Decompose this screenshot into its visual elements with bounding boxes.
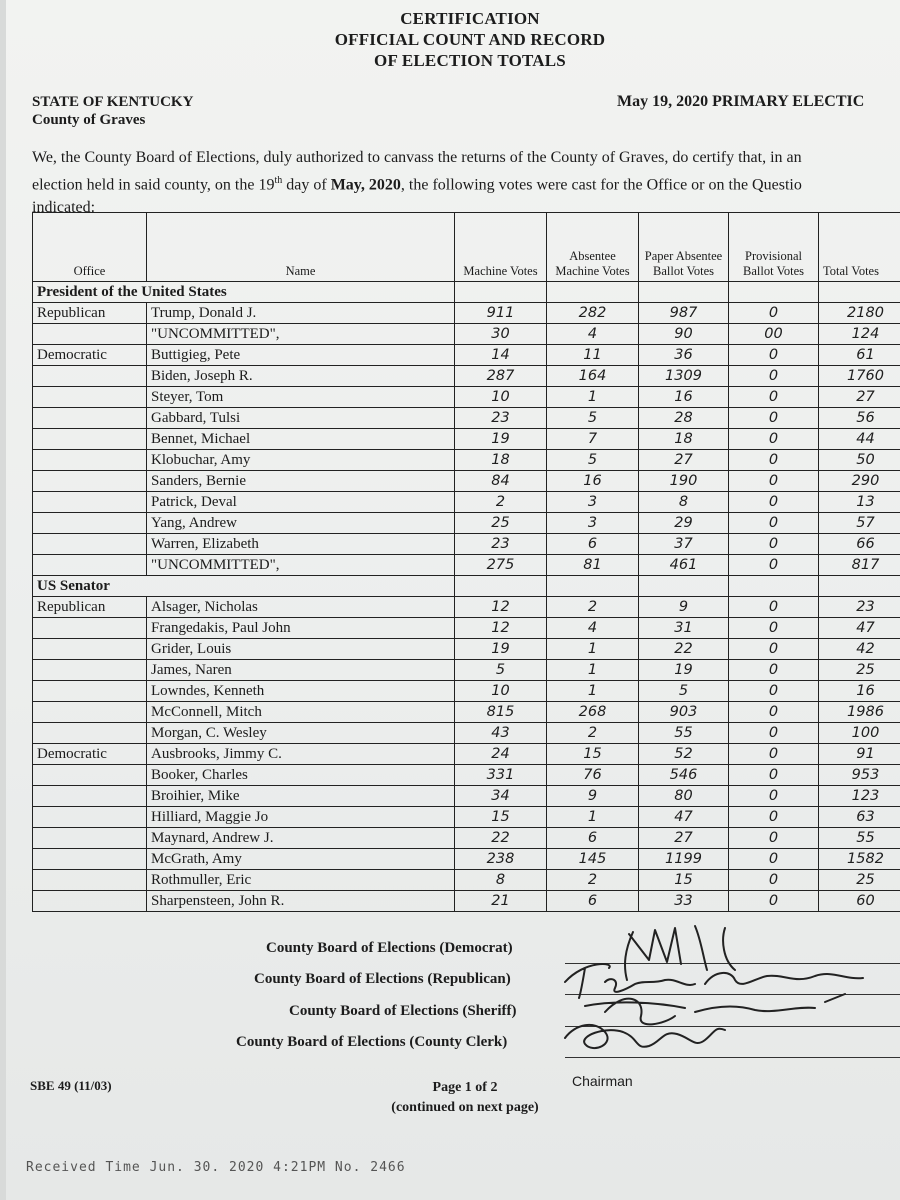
party-cell (33, 555, 147, 576)
table-row (33, 534, 900, 555)
provisional-votes-cell: 0 (729, 828, 819, 849)
page-indicator (0, 1078, 900, 1118)
certify-text: day of (282, 176, 331, 194)
certify-text: election held in said county, on the 19 (32, 176, 275, 194)
machine-votes-cell: 14 (455, 345, 547, 366)
paper-absentee-votes-cell: 29 (639, 513, 729, 534)
absentee-machine-votes-cell: 1 (547, 660, 639, 681)
total-votes-cell: 100 (819, 723, 900, 744)
candidate-name-cell: Klobuchar, Amy (147, 450, 455, 471)
candidate-name-cell: Maynard, Andrew J. (147, 828, 455, 849)
signature-label-sheriff: County Board of Elections (Sheriff) (289, 1003, 517, 1019)
total-votes-cell: 47 (819, 618, 900, 639)
candidate-name-cell: Hilliard, Maggie Jo (147, 807, 455, 828)
table-row (33, 450, 900, 471)
handwritten-signatures (545, 920, 885, 1070)
machine-votes-cell: 12 (455, 597, 547, 618)
paper-absentee-votes-cell: 546 (639, 765, 729, 786)
absentee-machine-votes-cell: 6 (547, 828, 639, 849)
machine-votes-cell: 43 (455, 723, 547, 744)
jurisdiction (32, 93, 193, 129)
party-cell (33, 849, 147, 870)
machine-votes-cell: 19 (455, 429, 547, 450)
paper-absentee-votes-cell: 5 (639, 681, 729, 702)
absentee-machine-votes-cell: 5 (547, 450, 639, 471)
absentee-machine-votes-cell: 11 (547, 345, 639, 366)
machine-votes-cell: 15 (455, 807, 547, 828)
paper-absentee-votes-cell: 15 (639, 870, 729, 891)
party-cell (33, 324, 147, 345)
candidate-name-cell: McGrath, Amy (147, 849, 455, 870)
party-cell (33, 471, 147, 492)
section-empty-cell (455, 282, 547, 303)
party-cell (33, 681, 147, 702)
table-header-row (33, 213, 900, 282)
certify-ordinal: th (274, 175, 283, 186)
party-cell (33, 702, 147, 723)
table-row (33, 870, 900, 891)
machine-votes-cell: 22 (455, 828, 547, 849)
table-row (33, 471, 900, 492)
table-row (33, 723, 900, 744)
provisional-votes-cell: 0 (729, 513, 819, 534)
total-votes-cell: 66 (819, 534, 900, 555)
table-row (33, 807, 900, 828)
section-empty-cell (729, 282, 819, 303)
total-votes-cell: 56 (819, 408, 900, 429)
total-votes-cell: 1582 (819, 849, 900, 870)
absentee-machine-votes-cell: 2 (547, 723, 639, 744)
paper-absentee-votes-cell: 9 (639, 597, 729, 618)
total-votes-cell: 953 (819, 765, 900, 786)
party-cell (33, 807, 147, 828)
section-header-row (33, 282, 900, 303)
candidate-name-cell: Steyer, Tom (147, 387, 455, 408)
paper-absentee-votes-cell: 36 (639, 345, 729, 366)
section-header-row (33, 576, 900, 597)
candidate-name-cell: Biden, Joseph R. (147, 366, 455, 387)
total-votes-cell: 44 (819, 429, 900, 450)
fax-received-stamp: Received Time Jun. 30. 2020 4:21PM No. 2466 (26, 1160, 406, 1175)
section-empty-cell (819, 282, 900, 303)
county-name: County of Graves (32, 112, 146, 128)
table-row (33, 513, 900, 534)
total-votes-cell: 60 (819, 891, 900, 912)
page-number: Page 1 of 2 (432, 1080, 498, 1095)
table-row (33, 891, 900, 912)
total-votes-cell: 1986 (819, 702, 900, 723)
total-votes-cell: 42 (819, 639, 900, 660)
section-empty-cell (819, 576, 900, 597)
candidate-name-cell: Yang, Andrew (147, 513, 455, 534)
total-votes-cell: 57 (819, 513, 900, 534)
machine-votes-cell: 815 (455, 702, 547, 723)
col-machine: Machine Votes (455, 213, 547, 282)
provisional-votes-cell: 0 (729, 492, 819, 513)
party-cell: Democratic (33, 345, 147, 366)
provisional-votes-cell: 0 (729, 408, 819, 429)
provisional-votes-cell: 00 (729, 324, 819, 345)
total-votes-cell: 23 (819, 597, 900, 618)
section-title: US Senator (33, 576, 455, 597)
absentee-machine-votes-cell: 6 (547, 534, 639, 555)
machine-votes-cell: 5 (455, 660, 547, 681)
machine-votes-cell: 287 (455, 366, 547, 387)
absentee-machine-votes-cell: 2 (547, 597, 639, 618)
title-line-3: OF ELECTION TOTALS (374, 51, 566, 70)
election-name: May 19, 2020 PRIMARY ELECTIC (617, 93, 865, 110)
machine-votes-cell: 2 (455, 492, 547, 513)
absentee-machine-votes-cell: 4 (547, 324, 639, 345)
col-paper-absentee: Paper Absentee Ballot Votes (639, 213, 729, 282)
table-row (33, 639, 900, 660)
provisional-votes-cell: 0 (729, 387, 819, 408)
party-cell (33, 870, 147, 891)
section-title: President of the United States (33, 282, 455, 303)
provisional-votes-cell: 0 (729, 534, 819, 555)
provisional-votes-cell: 0 (729, 849, 819, 870)
absentee-machine-votes-cell: 282 (547, 303, 639, 324)
total-votes-cell: 91 (819, 744, 900, 765)
certify-line-1: We, the County Board of Elections, duly authorized to canvass the returns of the County of Graves, do certify that, in an (32, 149, 802, 166)
col-total: Total Votes (819, 213, 900, 282)
candidate-name-cell: Trump, Donald J. (147, 303, 455, 324)
table-row (33, 387, 900, 408)
paper-absentee-votes-cell: 31 (639, 618, 729, 639)
chairman-label: Chairman (572, 1073, 633, 1089)
party-cell: Republican (33, 303, 147, 324)
total-votes-cell: 50 (819, 450, 900, 471)
provisional-votes-cell: 0 (729, 681, 819, 702)
paper-absentee-votes-cell: 903 (639, 702, 729, 723)
vote-table-body (33, 282, 900, 912)
machine-votes-cell: 24 (455, 744, 547, 765)
table-row (33, 618, 900, 639)
absentee-machine-votes-cell: 7 (547, 429, 639, 450)
absentee-machine-votes-cell: 81 (547, 555, 639, 576)
absentee-machine-votes-cell: 1 (547, 387, 639, 408)
absentee-machine-votes-cell: 3 (547, 492, 639, 513)
machine-votes-cell: 331 (455, 765, 547, 786)
section-empty-cell (639, 576, 729, 597)
total-votes-cell: 63 (819, 807, 900, 828)
candidate-name-cell: McConnell, Mitch (147, 702, 455, 723)
absentee-machine-votes-cell: 3 (547, 513, 639, 534)
candidate-name-cell: James, Naren (147, 660, 455, 681)
paper-absentee-votes-cell: 19 (639, 660, 729, 681)
provisional-votes-cell: 0 (729, 597, 819, 618)
machine-votes-cell: 12 (455, 618, 547, 639)
absentee-machine-votes-cell: 164 (547, 366, 639, 387)
absentee-machine-votes-cell: 9 (547, 786, 639, 807)
machine-votes-cell: 10 (455, 387, 547, 408)
candidate-name-cell: Rothmuller, Eric (147, 870, 455, 891)
provisional-votes-cell: 0 (729, 345, 819, 366)
candidate-name-cell: "UNCOMMITTED", (147, 324, 455, 345)
candidate-name-cell: Sanders, Bernie (147, 471, 455, 492)
party-cell (33, 828, 147, 849)
paper-absentee-votes-cell: 80 (639, 786, 729, 807)
paper-absentee-votes-cell: 18 (639, 429, 729, 450)
machine-votes-cell: 84 (455, 471, 547, 492)
vote-table (32, 212, 900, 912)
certify-line-2 (32, 169, 900, 196)
certify-text: , the following votes were cast for the Office or on the Questio (400, 176, 802, 194)
machine-votes-cell: 275 (455, 555, 547, 576)
absentee-machine-votes-cell: 1 (547, 807, 639, 828)
candidate-name-cell: Grider, Louis (147, 639, 455, 660)
table-row (33, 429, 900, 450)
party-cell (33, 450, 147, 471)
total-votes-cell: 16 (819, 681, 900, 702)
provisional-votes-cell: 0 (729, 660, 819, 681)
table-row (33, 702, 900, 723)
machine-votes-cell: 21 (455, 891, 547, 912)
table-row (33, 408, 900, 429)
candidate-name-cell: Booker, Charles (147, 765, 455, 786)
total-votes-cell: 25 (819, 660, 900, 681)
provisional-votes-cell: 0 (729, 870, 819, 891)
paper-absentee-votes-cell: 22 (639, 639, 729, 660)
paper-absentee-votes-cell: 27 (639, 450, 729, 471)
party-cell (33, 639, 147, 660)
paper-absentee-votes-cell: 16 (639, 387, 729, 408)
party-cell: Republican (33, 597, 147, 618)
col-name: Name (147, 213, 455, 282)
table-row (33, 303, 900, 324)
provisional-votes-cell: 0 (729, 786, 819, 807)
col-provisional: Provisional Ballot Votes (729, 213, 819, 282)
absentee-machine-votes-cell: 1 (547, 681, 639, 702)
certification-statement (32, 146, 900, 219)
machine-votes-cell: 10 (455, 681, 547, 702)
section-empty-cell (547, 576, 639, 597)
table-row (33, 828, 900, 849)
machine-votes-cell: 8 (455, 870, 547, 891)
continued-note: (continued on next page) (391, 1100, 539, 1115)
paper-absentee-votes-cell: 987 (639, 303, 729, 324)
provisional-votes-cell: 0 (729, 471, 819, 492)
total-votes-cell: 817 (819, 555, 900, 576)
party-cell (33, 408, 147, 429)
paper-absentee-votes-cell: 55 (639, 723, 729, 744)
total-votes-cell: 25 (819, 870, 900, 891)
party-cell (33, 366, 147, 387)
total-votes-cell: 27 (819, 387, 900, 408)
absentee-machine-votes-cell: 2 (547, 870, 639, 891)
total-votes-cell: 13 (819, 492, 900, 513)
table-row (33, 660, 900, 681)
party-cell (33, 723, 147, 744)
provisional-votes-cell: 0 (729, 807, 819, 828)
document-title (0, 8, 900, 71)
table-row (33, 324, 900, 345)
provisional-votes-cell: 0 (729, 702, 819, 723)
absentee-machine-votes-cell: 145 (547, 849, 639, 870)
absentee-machine-votes-cell: 1 (547, 639, 639, 660)
section-empty-cell (547, 282, 639, 303)
table-row (33, 597, 900, 618)
paper-absentee-votes-cell: 8 (639, 492, 729, 513)
provisional-votes-cell: 0 (729, 765, 819, 786)
certify-date: May, 2020 (330, 176, 401, 194)
paper-absentee-votes-cell: 47 (639, 807, 729, 828)
total-votes-cell: 1760 (819, 366, 900, 387)
table-row (33, 765, 900, 786)
col-absentee-machine: Absentee Machine Votes (547, 213, 639, 282)
absentee-machine-votes-cell: 4 (547, 618, 639, 639)
paper-absentee-votes-cell: 461 (639, 555, 729, 576)
absentee-machine-votes-cell: 15 (547, 744, 639, 765)
table-row (33, 849, 900, 870)
signature-label-clerk: County Board of Elections (County Clerk) (236, 1034, 508, 1050)
party-cell (33, 429, 147, 450)
machine-votes-cell: 911 (455, 303, 547, 324)
candidate-name-cell: Broihier, Mike (147, 786, 455, 807)
paper-absentee-votes-cell: 33 (639, 891, 729, 912)
party-cell (33, 891, 147, 912)
candidate-name-cell: Morgan, C. Wesley (147, 723, 455, 744)
candidate-name-cell: Bennet, Michael (147, 429, 455, 450)
absentee-machine-votes-cell: 5 (547, 408, 639, 429)
paper-absentee-votes-cell: 52 (639, 744, 729, 765)
party-cell (33, 492, 147, 513)
total-votes-cell: 290 (819, 471, 900, 492)
state-name: STATE OF KENTUCKY (32, 94, 194, 110)
candidate-name-cell: Gabbard, Tulsi (147, 408, 455, 429)
signature-label-democrat: County Board of Elections (Democrat) (266, 940, 513, 956)
total-votes-cell: 123 (819, 786, 900, 807)
party-cell: Democratic (33, 744, 147, 765)
paper-absentee-votes-cell: 1199 (639, 849, 729, 870)
candidate-name-cell: Ausbrooks, Jimmy C. (147, 744, 455, 765)
paper-absentee-votes-cell: 190 (639, 471, 729, 492)
party-cell (33, 786, 147, 807)
candidate-name-cell: Alsager, Nicholas (147, 597, 455, 618)
candidate-name-cell: Lowndes, Kenneth (147, 681, 455, 702)
total-votes-cell: 61 (819, 345, 900, 366)
signature-label-republican: County Board of Elections (Republican) (254, 971, 511, 987)
provisional-votes-cell: 0 (729, 303, 819, 324)
table-row (33, 744, 900, 765)
machine-votes-cell: 18 (455, 450, 547, 471)
candidate-name-cell: Patrick, Deval (147, 492, 455, 513)
candidate-name-cell: Warren, Elizabeth (147, 534, 455, 555)
provisional-votes-cell: 0 (729, 891, 819, 912)
candidate-name-cell: Buttigieg, Pete (147, 345, 455, 366)
party-cell (33, 387, 147, 408)
paper-absentee-votes-cell: 27 (639, 828, 729, 849)
candidate-name-cell: "UNCOMMITTED", (147, 555, 455, 576)
provisional-votes-cell: 0 (729, 639, 819, 660)
machine-votes-cell: 23 (455, 408, 547, 429)
machine-votes-cell: 25 (455, 513, 547, 534)
title-line-1: CERTIFICATION (400, 9, 540, 28)
candidate-name-cell: Sharpensteen, John R. (147, 891, 455, 912)
absentee-machine-votes-cell: 268 (547, 702, 639, 723)
paper-absentee-votes-cell: 1309 (639, 366, 729, 387)
table-row (33, 786, 900, 807)
provisional-votes-cell: 0 (729, 555, 819, 576)
candidate-name-cell: Frangedakis, Paul John (147, 618, 455, 639)
absentee-machine-votes-cell: 16 (547, 471, 639, 492)
total-votes-cell: 55 (819, 828, 900, 849)
machine-votes-cell: 238 (455, 849, 547, 870)
party-cell (33, 660, 147, 681)
table-row (33, 555, 900, 576)
absentee-machine-votes-cell: 6 (547, 891, 639, 912)
party-cell (33, 618, 147, 639)
provisional-votes-cell: 0 (729, 723, 819, 744)
table-row (33, 681, 900, 702)
total-votes-cell: 2180 (819, 303, 900, 324)
paper-absentee-votes-cell: 90 (639, 324, 729, 345)
paper-absentee-votes-cell: 28 (639, 408, 729, 429)
title-line-2: OFFICIAL COUNT AND RECORD (334, 30, 606, 49)
section-empty-cell (729, 576, 819, 597)
certify-line-3: indicated: (32, 199, 96, 217)
form-number: SBE 49 (11/03) (30, 1078, 112, 1093)
total-votes-cell: 124 (819, 324, 900, 345)
party-cell (33, 534, 147, 555)
table-row (33, 492, 900, 513)
machine-votes-cell: 30 (455, 324, 547, 345)
absentee-machine-votes-cell: 76 (547, 765, 639, 786)
col-office: Office (33, 213, 147, 282)
table-row (33, 345, 900, 366)
provisional-votes-cell: 0 (729, 429, 819, 450)
section-empty-cell (455, 576, 547, 597)
section-empty-cell (639, 282, 729, 303)
machine-votes-cell: 34 (455, 786, 547, 807)
provisional-votes-cell: 0 (729, 744, 819, 765)
machine-votes-cell: 19 (455, 639, 547, 660)
party-cell (33, 513, 147, 534)
provisional-votes-cell: 0 (729, 618, 819, 639)
provisional-votes-cell: 0 (729, 450, 819, 471)
party-cell (33, 765, 147, 786)
machine-votes-cell: 23 (455, 534, 547, 555)
table-row (33, 366, 900, 387)
paper-absentee-votes-cell: 37 (639, 534, 729, 555)
provisional-votes-cell: 0 (729, 366, 819, 387)
